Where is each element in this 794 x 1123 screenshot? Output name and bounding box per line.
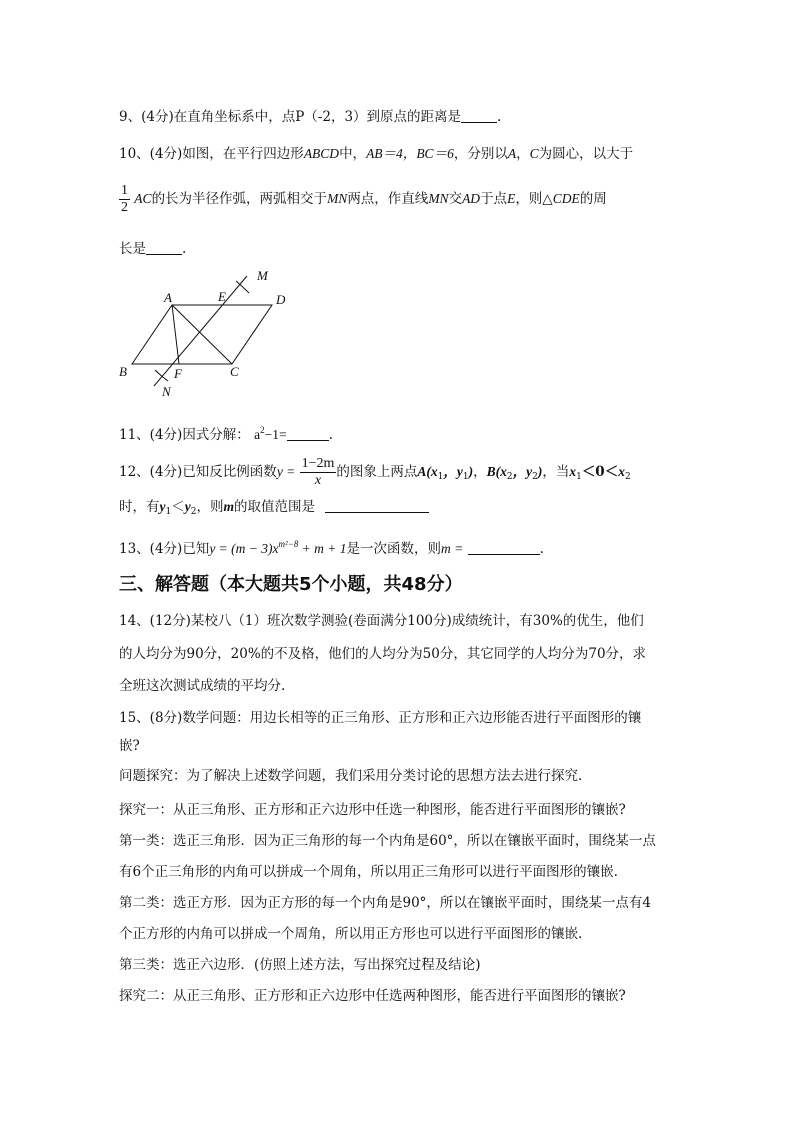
fraction-one-half: $\frac{1}{2}$ [121, 183, 128, 215]
question-10-line-3: 长是 . [119, 241, 187, 257]
question-10-line-1: 10、(4分)如图，在平行四边形ABCD中，AB＝4，BC＝6，分别以A，C为圆心，以大于 [119, 146, 634, 162]
segment-af [172, 305, 179, 364]
answer-blank [287, 426, 329, 441]
question-15-line-6: 有6个正三角形的内角可以拼成一个周角，所以用正三角形可以进行平面图形的镶嵌. [119, 864, 618, 880]
question-15-line-7: 第二类：选正方形．因为正方形的每一个内角是90°，所以在镶嵌平面时，围绕某一点有4 [119, 895, 652, 911]
answer-blank [461, 108, 497, 123]
question-15-line-2: 嵌? [119, 738, 140, 754]
question-15-line-5: 第一类：选正三角形．因为正三角形的每一个内角是60°，所以在镶嵌平面时，围绕某一点 [119, 833, 656, 849]
label-c: C [230, 364, 239, 379]
question-13: 13、(4分)已知$y = (m - 3)x^{m^2-8} + m + 1$是一次函数，则m = . [119, 539, 544, 557]
question-15-line-8: 个正方形的内角可以拼成一个周角，所以用正方形也可以进行平面图形的镶嵌. [119, 926, 583, 942]
label-m: M [257, 268, 268, 283]
label-a: A [164, 290, 172, 305]
answer-blank [325, 498, 429, 513]
question-15-line-4: 探究一：从正三角形、正方形和正六边形中任选一种图形，能否进行平面图形的镶嵌? [119, 802, 626, 818]
question-14-line-3: 全班这次测试成绩的平均分. [119, 678, 286, 694]
label-f: F [174, 366, 182, 381]
answer-blank [468, 540, 540, 555]
question-15-line-9: 第三类：选正六边形．(仿照上述方法，写出探究过程及结论) [119, 957, 481, 973]
label-e: E [218, 289, 226, 304]
label-b: B [119, 364, 127, 379]
question-15-line-10: 探究二：从正三角形、正方形和正六边形中任选两种图形，能否进行平面图形的镶嵌? [119, 988, 626, 1004]
fraction-1-2m-over-x: $\frac{1-2m}{x}$ [301, 456, 335, 488]
question-number: 15、(8分) [119, 710, 183, 726]
question-12-line-1: 12、(4分)已知反比例函数y = $\frac{1-2m}{x}$ 的图象上两点$A(x_1$，$y_1$)，$B(x_2$，$y_2$)，当$x_1<0<x_2$ [119, 456, 631, 488]
section-heading: 三、解答题（本大题共5个小题，共48分） [119, 574, 463, 595]
question-15-line-1: 15、(8分)数学问题：用边长相等的正三角形、正方形和正六边形能否进行平面图形的镶 [119, 710, 642, 726]
answer-blank [146, 240, 182, 255]
question-number: 11、(4分) [119, 427, 183, 443]
diagonal-ac [172, 305, 232, 364]
question-14-line-1: 14、(12分)某校八（1）班次数学测验(卷面满分100分)成绩统计，有30%的优生，他们 [119, 613, 644, 629]
question-number: 12、(4分) [119, 464, 183, 480]
question-14-line-2: 的人均分为90分，20%的不及格，他们的人均分为50分，其它同学的人均分为70分，求 [119, 646, 647, 662]
question-number: 13、(4分) [119, 541, 183, 557]
question-number: 14、(12分) [119, 613, 191, 629]
question-number: 10、(4分) [119, 146, 183, 162]
label-n: N [162, 384, 171, 399]
question-10-line-2: $\frac{1}{2}$ AC的长为半径作弧，两弧相交于MN两点，作直线MN交AD于点E，则△CDE的周 [121, 183, 607, 215]
question-9: 9、(4分)在直角坐标系中，点P（-2，3）到原点的距离是 . [119, 109, 502, 125]
question-11: 11、(4分)因式分解： $a^2-1=$ . [119, 425, 333, 443]
question-15-line-3: 问题探究：为了解决上述数学问题，我们采用分类讨论的思想方法去进行探究. [119, 768, 583, 784]
question-number: 9、(4分) [119, 109, 174, 125]
parallelogram-figure [112, 262, 312, 402]
label-d: D [276, 292, 286, 307]
question-12-line-2: 时，有$y_1<y_2$，则m的取值范围是 [119, 498, 429, 521]
